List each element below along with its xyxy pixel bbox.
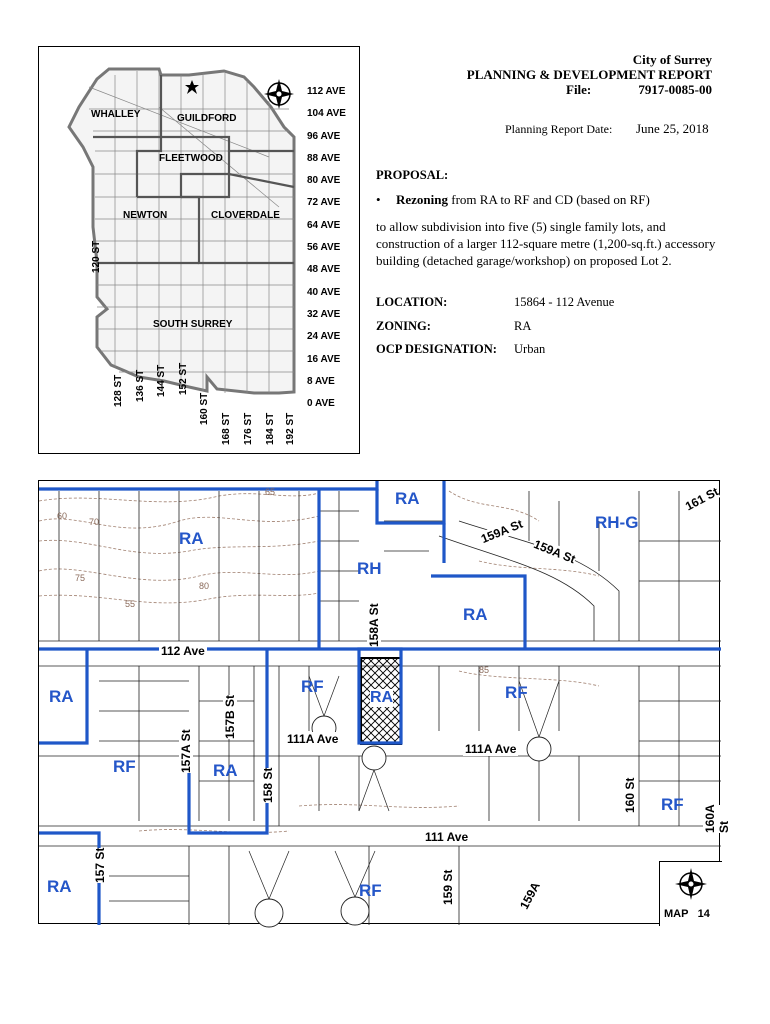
- file-label: File:: [566, 82, 592, 97]
- street-label-160a-st: 160A St: [703, 804, 731, 833]
- avenue-label: 80 AVE: [307, 175, 341, 187]
- report-title: PLANNING & DEVELOPMENT REPORT: [466, 67, 712, 82]
- rezoning-detail: from RA to RF and CD (based on RF): [448, 192, 650, 207]
- street-label-111-ave: 111 Ave: [425, 830, 469, 844]
- street-label: 144 ST: [156, 364, 167, 397]
- street-label-158a-st: 158A St: [367, 603, 381, 647]
- street-label-160-st: 160 St: [623, 777, 637, 813]
- ocp-value: Urban: [514, 342, 546, 356]
- contour-label: 55: [125, 599, 136, 609]
- proposal-paragraph: to allow subdivision into five (5) single family lots, and construction of a larger 112-square metre (1,200-sq.ft.) accessory building (detached garage/workshop) on proposed Lot 2.: [376, 219, 716, 268]
- contour-label: 60: [57, 511, 68, 521]
- street-label-111a-ave: 111A Ave: [287, 732, 339, 746]
- avenue-label: 104 AVE: [307, 108, 346, 120]
- zone-label-subject-site: RA: [370, 689, 394, 706]
- street-label-157b-st: 157B St: [223, 694, 237, 739]
- street-label: 152 ST: [178, 362, 189, 395]
- rezoning-label: Rezoning: [396, 192, 448, 207]
- street-label-159a: 159A: [517, 879, 543, 912]
- location-label: LOCATION:: [376, 295, 448, 309]
- street-label: 160 ST: [199, 392, 210, 425]
- area-label-newton: NEWTON: [123, 210, 168, 221]
- street-label: 176 ST: [243, 412, 254, 445]
- avenue-label: 16 AVE: [307, 353, 341, 365]
- contour-label: 75: [75, 573, 86, 583]
- street-label-161-st: 161 St: [683, 484, 721, 514]
- street-label-158-st: 158 St: [261, 767, 275, 803]
- zone-label: RF: [359, 881, 382, 900]
- report-date: June 25, 2018: [636, 121, 709, 136]
- street-label: 192 ST: [285, 412, 296, 445]
- street-label-157-st: 157 St: [93, 847, 107, 883]
- street-label: 136 ST: [135, 369, 146, 402]
- contour-label: 80: [199, 581, 210, 591]
- city-name: City of Surrey: [632, 52, 712, 67]
- avenue-label: 32 AVE: [307, 308, 341, 320]
- street-label-111a-ave: 111A Ave: [465, 742, 517, 756]
- avenue-label: 8 AVE: [307, 375, 335, 387]
- avenue-label: 0 AVE: [307, 398, 335, 410]
- ocp-label: OCP DESIGNATION:: [376, 342, 497, 356]
- avenue-label: 56 AVE: [307, 242, 341, 254]
- zoning-map: [38, 480, 731, 924]
- proposal-heading: PROPOSAL:: [376, 168, 449, 182]
- avenue-label: 64 AVE: [307, 219, 341, 231]
- street-label-157a-st: 157A St: [179, 729, 193, 773]
- zone-label: RA: [47, 877, 72, 896]
- zone-label: RA: [213, 761, 238, 780]
- avenue-label: 40 AVE: [307, 286, 341, 298]
- street-label-159a-st: 159A St: [479, 516, 525, 546]
- bullet-icon: •: [376, 192, 381, 207]
- street-label-159-st: 159 St: [441, 869, 455, 905]
- contour-label: 65: [265, 487, 276, 497]
- contour-label: 70: [89, 517, 100, 527]
- street-label: 128 ST: [113, 374, 124, 407]
- zone-label: RF: [301, 677, 324, 696]
- street-label: 168 ST: [221, 412, 232, 445]
- street-label: 184 ST: [265, 412, 276, 445]
- file-number: 7917-0085-00: [638, 82, 712, 97]
- street-label-159a-st: 159A St: [531, 537, 578, 567]
- street-label-112-ave: 112 Ave: [161, 644, 205, 658]
- zone-label: RH-G: [595, 513, 639, 532]
- map-badge: [659, 861, 722, 926]
- avenue-label: 96 AVE: [307, 130, 341, 142]
- zoning-value: RA: [514, 319, 532, 333]
- proposal-bullet: [376, 191, 716, 208]
- zone-label: RA: [395, 489, 420, 508]
- zone-label: RF: [505, 683, 528, 702]
- zoning-label: ZONING:: [376, 319, 431, 333]
- street-label: 120 ST: [91, 240, 102, 273]
- zone-label: RA: [179, 529, 204, 548]
- area-label-whalley: WHALLEY: [91, 109, 141, 120]
- zone-label: RA: [49, 687, 74, 706]
- zone-label: RF: [661, 795, 684, 814]
- zone-label: RA: [463, 605, 488, 624]
- avenue-label: 112 AVE: [307, 86, 346, 97]
- area-label-guildford: GUILDFORD: [177, 113, 237, 124]
- avenue-label: 24 AVE: [307, 331, 341, 343]
- avenue-label: 72 AVE: [307, 197, 341, 209]
- avenue-labels: [307, 81, 346, 415]
- area-label-south-surrey: SOUTH SURREY: [153, 319, 233, 330]
- map-label: [664, 908, 710, 920]
- report-date-label: Planning Report Date:: [505, 122, 613, 136]
- area-label-fleetwood: FLEETWOOD: [159, 153, 223, 164]
- compass-rose-icon: [660, 862, 722, 908]
- avenue-label: 88 AVE: [307, 152, 341, 164]
- avenue-label: 48 AVE: [307, 264, 341, 276]
- location-value: 15864 - 112 Avenue: [514, 295, 615, 309]
- area-label-cloverdale: CLOVERDALE: [211, 210, 280, 221]
- contour-label: 85: [479, 665, 490, 675]
- zone-label: RF: [113, 757, 136, 776]
- map-number: 14: [697, 908, 710, 920]
- zone-label: RH: [357, 559, 382, 578]
- map-label-text: MAP: [664, 908, 689, 920]
- surrey-key-map: [38, 46, 360, 454]
